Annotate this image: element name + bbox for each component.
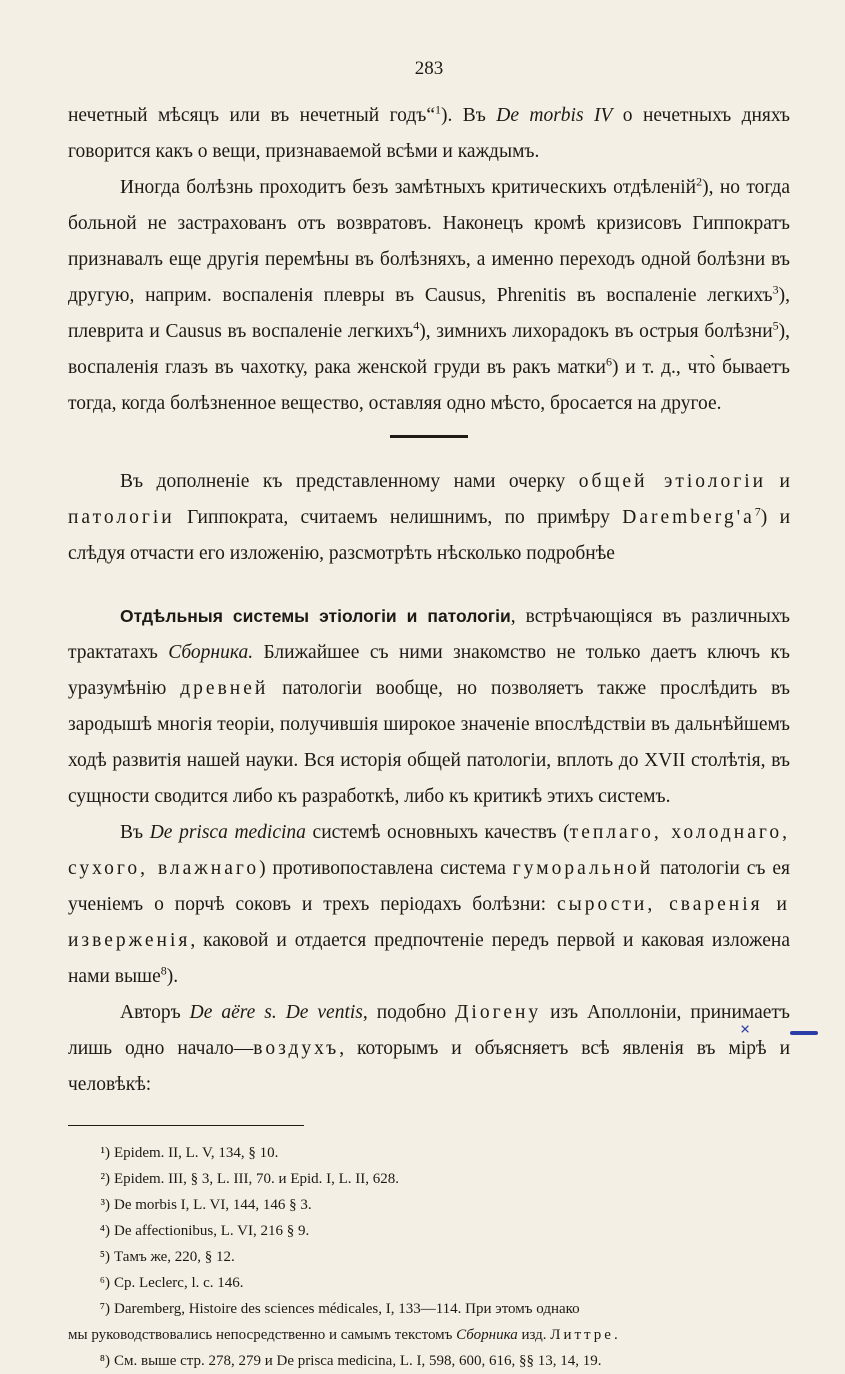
footnote-3: ³) De morbis I, L. VI, 144, 146 § 3. (100, 1197, 312, 1213)
footnote-5: ⁵) Тамъ же, 220, § 12. (99, 1249, 235, 1265)
document-page (68, 58, 790, 1374)
paragraph-6: Авторъ De aëre s. De ventis, подобно Діогену изъ Аполлоніи, принимаетъ лишь одно начало—воздухъ, которымъ и объясняетъ всѣ явленія въ мірѣ и человѣкѣ: (68, 1002, 791, 1095)
page-number: 283 (414, 58, 444, 79)
footnote-1: ¹) Epidem. II, L. V, 134, § 10. (100, 1145, 279, 1161)
paragraph-2: Иногда болѣзнь проходитъ безъ замѣтныхъ критическихъ отдѣленій$^2$), но тогда больной не застрахованъ отъ возвратовъ. Наконецъ кромѣ кризисовъ Гиппократъ признавалъ еще другія перемѣны въ болѣзняхъ, а именно переходъ одной болѣзни въ другую, наприм. воспаленія плевры въ Causus, Phrenitis въ воспаленіе легкихъ$^3$), плеврита и Causus въ воспаленіе легкихъ$^4$), зимнихъ лихорадокъ въ острыя болѣзни$^5$), воспаленія глазъ въ чахотку, рака женской груди въ ракъ матки$^6$) и т. д., что̀ бываетъ тогда, когда болѣзненное вещество, оставляя одно мѣсто, бросается на другое. (68, 174, 791, 414)
paragraph-3: Въ дополненіе къ представленному нами очерку общей этіологіи и патологіи Гиппократа, считаемъ нелишнимъ, по примѣру $Daremberg'a^7$) и слѣдуя отчасти его изложенію, разсмотрѣть нѣсколько подробнѣе (68, 471, 791, 564)
footnote-4: ⁴) De affectionibus, L. VI, 216 § 9. (99, 1223, 310, 1239)
footnote-6: ⁶) Cp. Leclerc, l. c. 146. (99, 1275, 244, 1291)
footnote-7-continuation: мы руководствовались непосредственно и самымъ текстомъ Сборника изд. Литтре. (68, 1327, 621, 1343)
margin-pen-marks (740, 1019, 820, 1043)
footnote-8: ⁸) См. выше стр. 278, 279 и De prisca medicina, L. I, 598, 600, 616, §§ 13, 14, 19. (99, 1353, 602, 1369)
footnote-rule (68, 1125, 304, 1126)
pen-x-mark: × (740, 1019, 751, 1039)
footnote-7: ⁷) Daremberg, Histoire des sciences médicales, I, 133—114. При этомъ однако (99, 1301, 580, 1317)
paragraph-5: Въ De prisca medicina системѣ основныхъ качествъ (теплаго, холоднаго, сухого, влажнаго) противопоставлена система гуморальной патологіи съ ея ученіемъ о порчѣ соковъ и трехъ періодахъ болѣзни: сырости, сваренія и изверженія, каковой и отдается предпочтеніе передъ первой и каковая изложена нами выше$^8$). (68, 822, 790, 987)
paragraph-4: Отдѣльныя системы этіологіи и патологіи, встрѣчающіяся въ различныхъ трактатахъ Сборника. Ближайшее съ ними знакомство не только даетъ ключъ къ уразумѣнію древней патологіи вообще, но позволяетъ также прослѣдить въ зародышѣ многія теоріи, получившія широкое значеніе впослѣдствіи въ дальнѣйшемъ ходѣ развитія нашей науки. Вся исторія общей патологіи, вплоть до XVII столѣтія, въ сущности сводится либо къ разработкѣ, либо къ критикѣ этихъ системъ. (68, 606, 790, 807)
paragraph-1: нечетный мѣсяцъ или въ нечетный годъ“$^1$). Въ De morbis IV о нечетныхъ дняхъ говорится какъ о вещи, признаваемой всѣми и каждымъ. (68, 102, 790, 162)
footnote-2: ²) Epidem. III, § 3, L. III, 70. и Epid. I, L. II, 628. (100, 1171, 400, 1187)
footnotes (68, 1140, 790, 1374)
pen-dash-mark (790, 1031, 818, 1035)
section-separator (390, 435, 468, 438)
